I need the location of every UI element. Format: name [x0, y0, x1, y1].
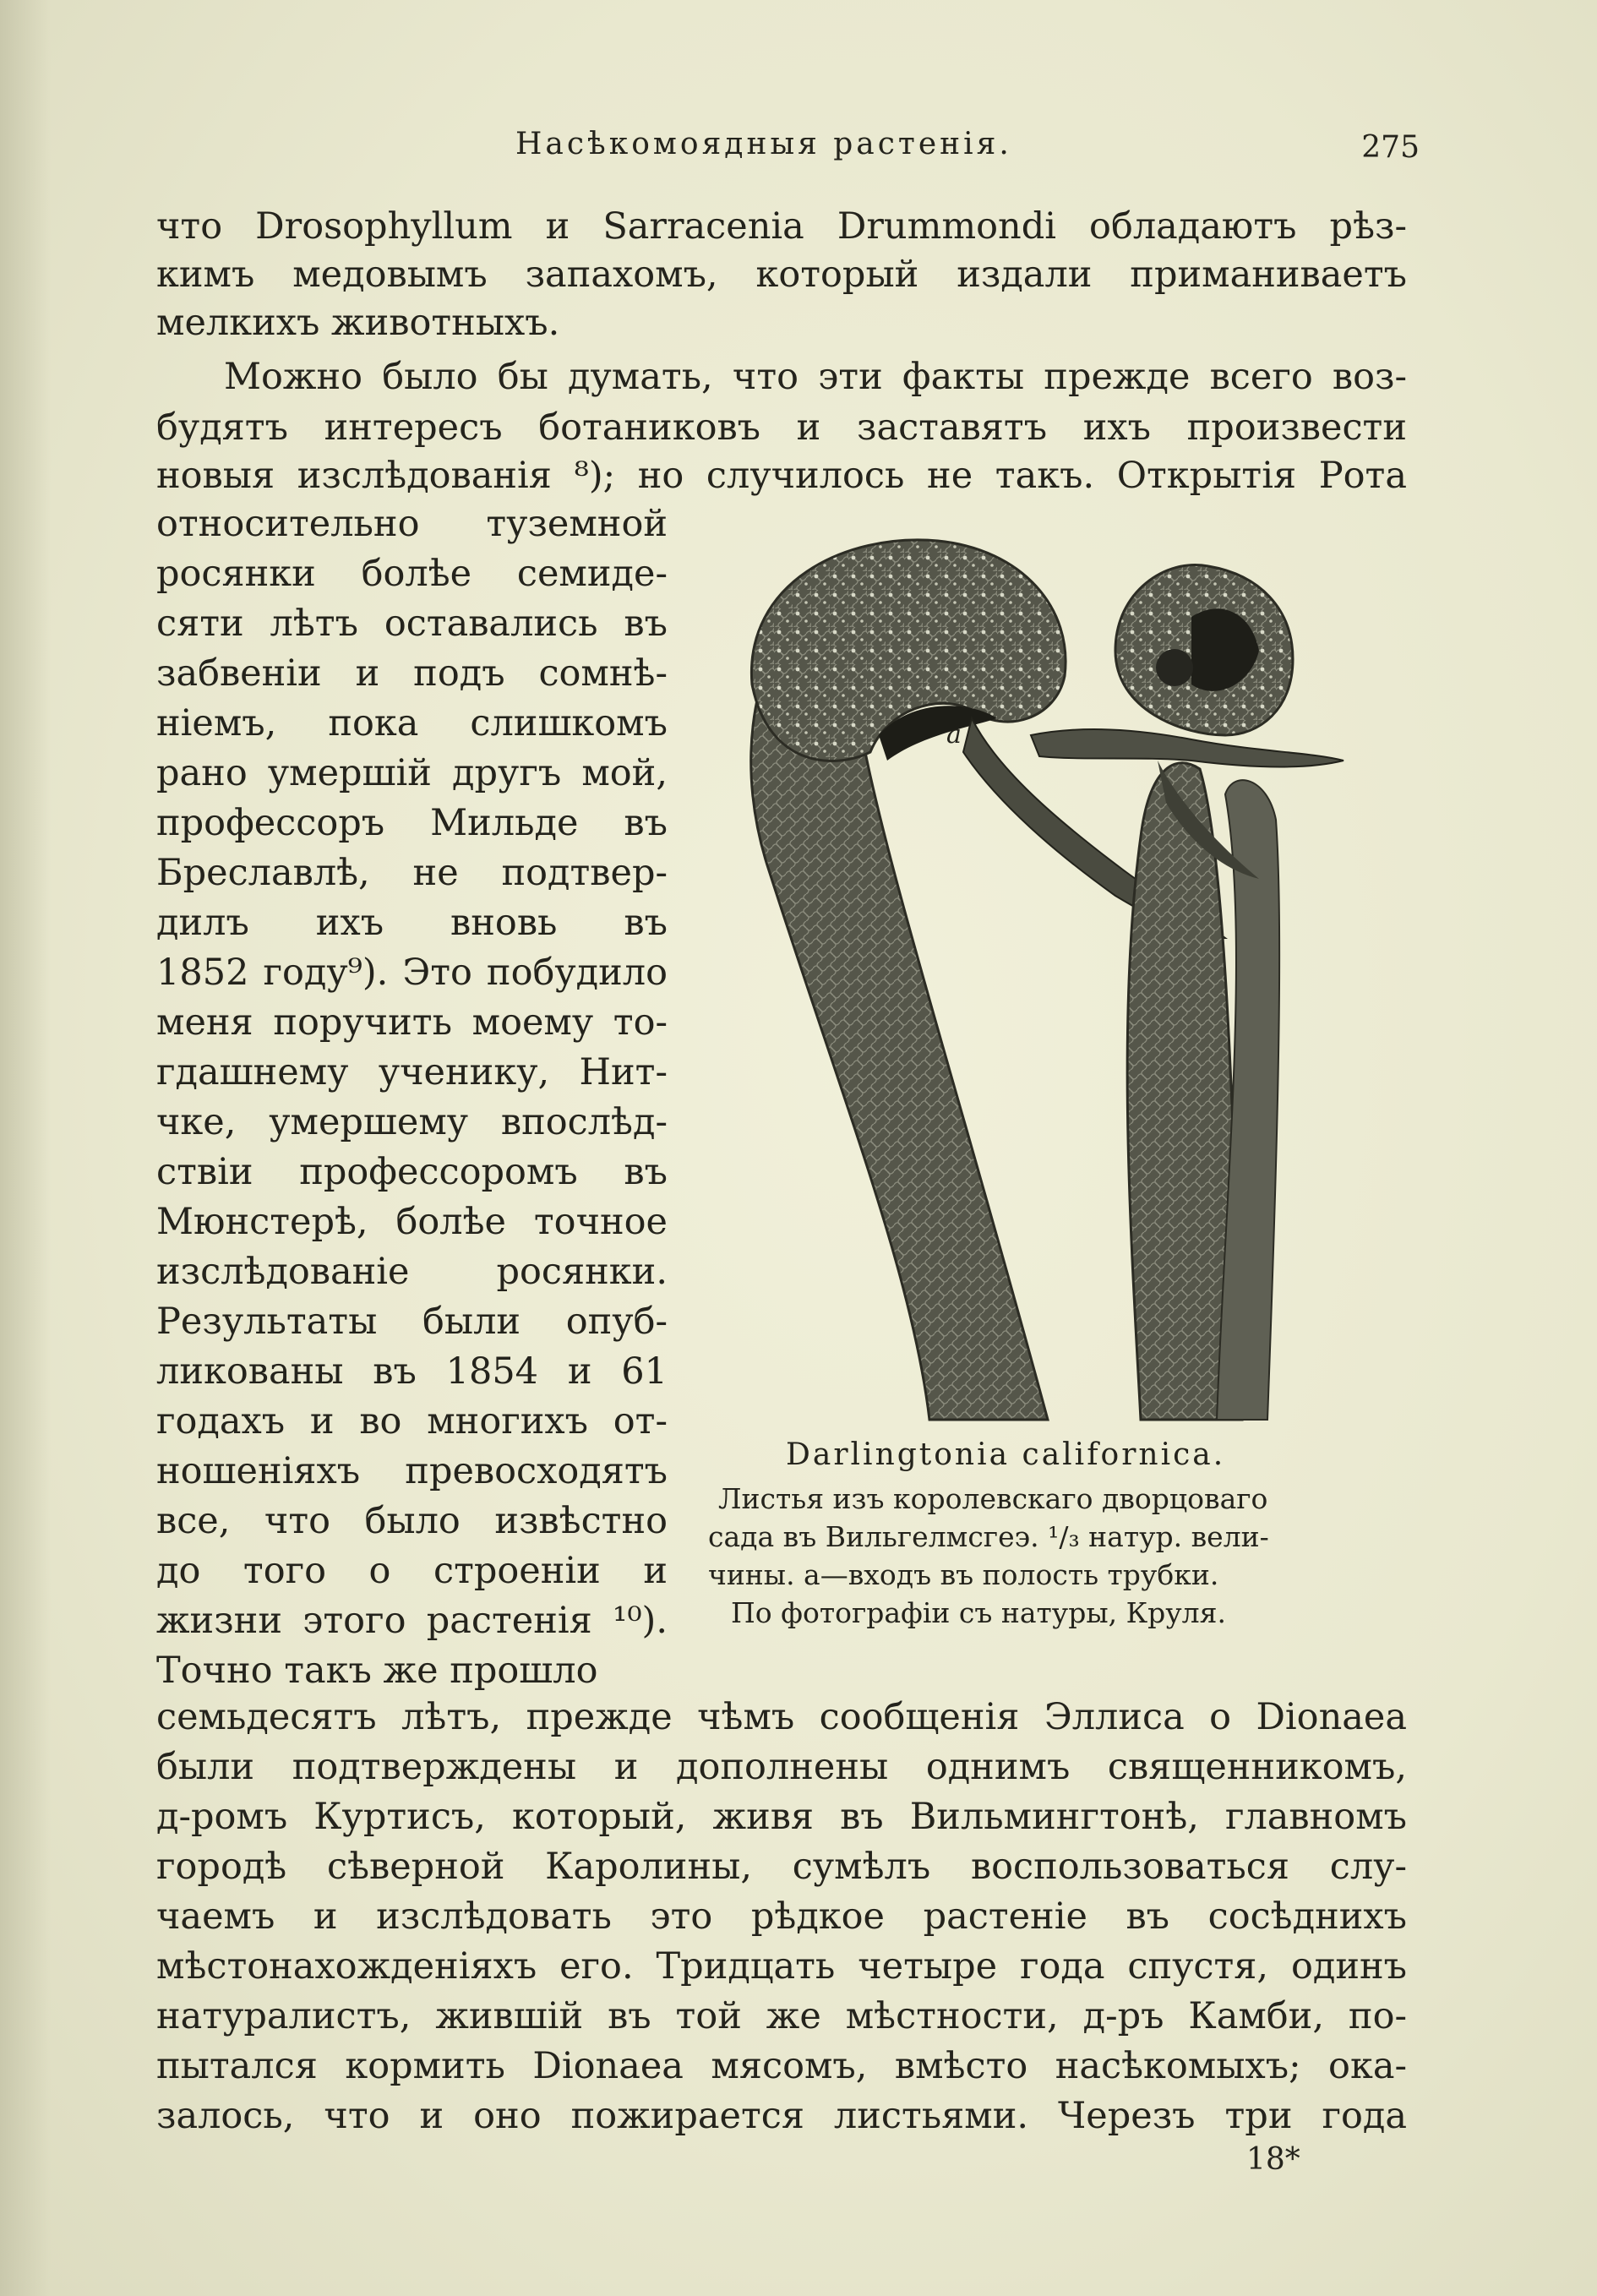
page-edge-shadow: [0, 0, 51, 2296]
text-line: мѣстонахожденіяхъ его. Тридцать четыре года спустя, одинъ: [156, 1945, 1407, 1988]
pitcher-plant-illustration: [718, 515, 1411, 1428]
text-line: мелкихъ животныхъ.: [156, 302, 560, 344]
caption-title: Darlingtonia californica.: [786, 1437, 1226, 1472]
text-line: Результаты были опуб-: [156, 1301, 668, 1343]
text-line: до того о строеніи и: [156, 1550, 668, 1592]
text-line: ликованы въ 1854 и 61: [156, 1350, 668, 1393]
text-line: чке, умершему впослѣд-: [156, 1101, 668, 1143]
text-line: гдашнему ученику, Нит-: [156, 1051, 668, 1093]
text-line: новыя изслѣдованія ⁸); но случилось не такъ. Открытія Рота: [156, 455, 1407, 497]
text-line: были подтверждены и дополнены однимъ священникомъ,: [156, 1746, 1407, 1788]
text-line: Можно было бы думать, что эти факты прежде всего воз-: [224, 356, 1407, 398]
text-line: жизни этого растенія ¹⁰).: [156, 1600, 668, 1642]
text-line: будятъ интересъ ботаниковъ и заставятъ ихъ произвести: [156, 406, 1407, 449]
text-line: Точно такъ же прошло: [156, 1650, 598, 1692]
text-line: Бреславлѣ, не подтвер-: [156, 852, 668, 894]
text-line: кимъ медовымъ запахомъ, который издали приманиваетъ: [156, 254, 1407, 296]
text-line: профессоръ Мильде въ: [156, 802, 668, 844]
text-line: городѣ сѣверной Каролины, сумѣлъ воспользоваться слу-: [156, 1846, 1407, 1888]
text-line: забвеніи и подъ сомнѣ-: [156, 652, 668, 695]
text-line: пытался кормить Dionaea мясомъ, вмѣсто насѣкомыхъ; ока-: [156, 2045, 1407, 2087]
figure-darlingtonia: [718, 515, 1411, 1437]
text-line: ношеніяхъ превосходятъ: [156, 1450, 668, 1492]
text-line: семьдесятъ лѣтъ, прежде чѣмъ сообщенія Эллиса о Dionaea: [156, 1696, 1407, 1738]
caption-line: Листья изъ королевскаго дворцоваго: [718, 1482, 1268, 1515]
text-line: все, что было извѣстно: [156, 1500, 668, 1542]
running-title: Насѣкомоядныя растенія.: [515, 127, 1012, 161]
text-line: что Drosophyllum и Sarracenia Drummondi обладаютъ рѣз-: [156, 205, 1407, 248]
text-line: рано умершій другъ мой,: [156, 752, 668, 794]
figure-label-a: a: [946, 720, 962, 750]
text-line: относительно туземной: [156, 503, 668, 545]
page-number: 275: [1361, 130, 1420, 165]
text-line: д-ромъ Куртисъ, который, живя въ Вильмингтонѣ, главномъ: [156, 1796, 1407, 1838]
text-line: росянки болѣе семиде-: [156, 553, 668, 595]
text-line: натуралистъ, жившій въ той же мѣстности, д-ръ Камби, по-: [156, 1995, 1407, 2037]
text-line: чаемъ и изслѣдовать это рѣдкое растеніе въ сосѣднихъ: [156, 1895, 1407, 1938]
text-line: изслѣдованіе росянки.: [156, 1251, 668, 1293]
text-line: годахъ и во многихъ от-: [156, 1400, 668, 1442]
page-header: [127, 127, 1420, 177]
text-line: дилъ ихъ вновь въ: [156, 902, 668, 944]
signature-mark: 18*: [1246, 2142, 1300, 2177]
text-line: ствіи профессоромъ въ: [156, 1151, 668, 1193]
text-line: Мюнстерѣ, болѣе точное: [156, 1201, 668, 1243]
text-line: сяти лѣтъ оставались въ: [156, 603, 668, 645]
text-line: меня поручить моему то-: [156, 1001, 668, 1044]
caption-line: чины. a—входъ въ полость трубки.: [708, 1558, 1219, 1591]
caption-line: По фотографіи съ натуры, Круля.: [731, 1596, 1226, 1629]
caption-line: сада въ Вильгелмсгеэ. ¹/₃ натур. вели-: [708, 1520, 1269, 1553]
text-line: ніемъ, пока слишкомъ: [156, 702, 668, 744]
text-line: залось, что и оно пожирается листьями. Черезъ три года: [156, 2095, 1407, 2137]
text-line: 1852 году⁹). Это побудило: [156, 952, 668, 994]
